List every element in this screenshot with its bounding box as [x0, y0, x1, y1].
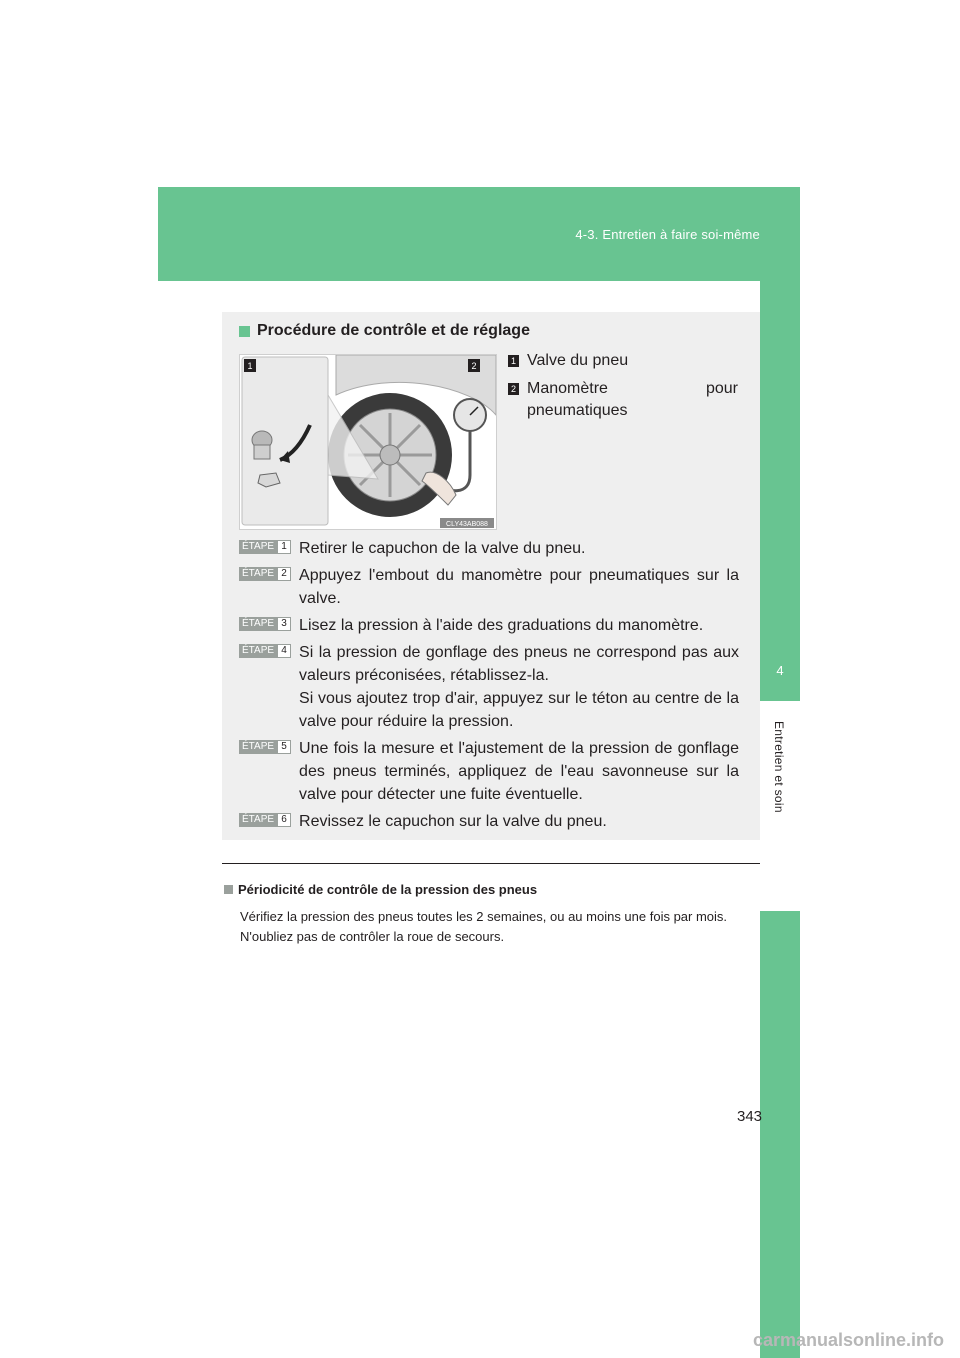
figure-legend	[508, 350, 738, 422]
step-number: 4	[277, 644, 291, 658]
bullet-square-icon	[224, 885, 233, 894]
step-text-extra: Si vous ajoutez trop d'air, appuyez sur le téton au centre de la valve pour réduire la pression.	[299, 690, 739, 730]
chapter-number: 4	[760, 643, 800, 697]
section-divider	[222, 863, 760, 864]
valve-body-icon	[254, 445, 270, 459]
callout-2: 2	[471, 361, 477, 371]
bullet-square-icon	[239, 326, 250, 337]
step-label: ÉTAPE	[239, 740, 277, 754]
step-number: 3	[277, 617, 291, 631]
step-6	[239, 810, 739, 833]
procedure-title-text: Procédure de contrôle et de réglage	[257, 322, 530, 339]
step-badge	[239, 740, 291, 754]
step-text: Retirer le capuchon de la valve du pneu.	[299, 540, 586, 557]
step-label: ÉTAPE	[239, 813, 277, 827]
callout-1: 1	[247, 361, 253, 371]
step-number: 6	[277, 813, 291, 827]
step-badge	[239, 813, 291, 827]
legend-item-1	[508, 350, 738, 372]
step-label: ÉTAPE	[239, 540, 277, 554]
procedure-steps	[239, 537, 739, 837]
info-note	[224, 882, 760, 947]
legend-item-2	[508, 378, 738, 422]
legend-text: Valve du pneu	[527, 352, 629, 369]
step-badge	[239, 644, 291, 658]
step-text: Lisez la pression à l'aide des graduations du manomètre.	[299, 617, 704, 634]
note-body	[240, 907, 760, 947]
section-title: 4-3. Entretien à faire soi-même	[575, 227, 760, 242]
step-badge	[239, 617, 291, 631]
chapter-header	[158, 187, 800, 281]
chapter-side-tab	[760, 281, 800, 1358]
page-number: 343	[737, 1108, 763, 1125]
procedure-title	[239, 322, 530, 340]
step-badge	[239, 540, 291, 554]
note-title-text: Périodicité de contrôle de la pression des pneus	[238, 882, 538, 897]
step-text: Une fois la mesure et l'ajustement de la pression de gonflage des pneus terminés, appliquez de l'eau savonneuse sur la valve pour détecter une fuite éventuelle.	[299, 740, 739, 803]
step-text: Appuyez l'embout du manomètre pour pneumatiques sur la valve.	[299, 567, 739, 607]
step-text: Si la pression de gonflage des pneus ne correspond pas aux valeurs préconisées, rétablissez-la.	[299, 644, 739, 684]
step-number: 1	[277, 540, 291, 554]
watermark-link[interactable]: carmanualsonline.info	[752, 1330, 944, 1350]
step-2	[239, 564, 739, 610]
legend-number-badge: 1	[508, 355, 519, 367]
step-label: ÉTAPE	[239, 617, 277, 631]
legend-number-badge: 2	[508, 383, 519, 395]
tire-valve-illustration	[239, 354, 497, 530]
step-number: 5	[277, 740, 291, 754]
step-4	[239, 641, 739, 733]
step-text: Revissez le capuchon sur la valve du pneu.	[299, 813, 607, 830]
step-5	[239, 737, 739, 806]
note-line-1: Vérifiez la pression des pneus toutes les 2 semaines, ou au moins une fois par mois.	[240, 909, 728, 924]
note-line-2: N'oubliez pas de contrôler la roue de secours.	[240, 929, 505, 944]
legend-text-cont: pneumatiques	[527, 402, 628, 419]
step-label: ÉTAPE	[239, 644, 277, 658]
chapter-label: Entretien et soin	[772, 721, 786, 813]
step-1	[239, 537, 739, 560]
illustration-svg	[240, 355, 496, 529]
legend-text: Manomètre pour	[527, 380, 738, 397]
step-number: 2	[277, 567, 291, 581]
step-3	[239, 614, 739, 637]
step-label: ÉTAPE	[239, 567, 277, 581]
note-title	[224, 882, 760, 897]
step-badge	[239, 567, 291, 581]
image-code: CLY43AB088	[446, 521, 488, 528]
